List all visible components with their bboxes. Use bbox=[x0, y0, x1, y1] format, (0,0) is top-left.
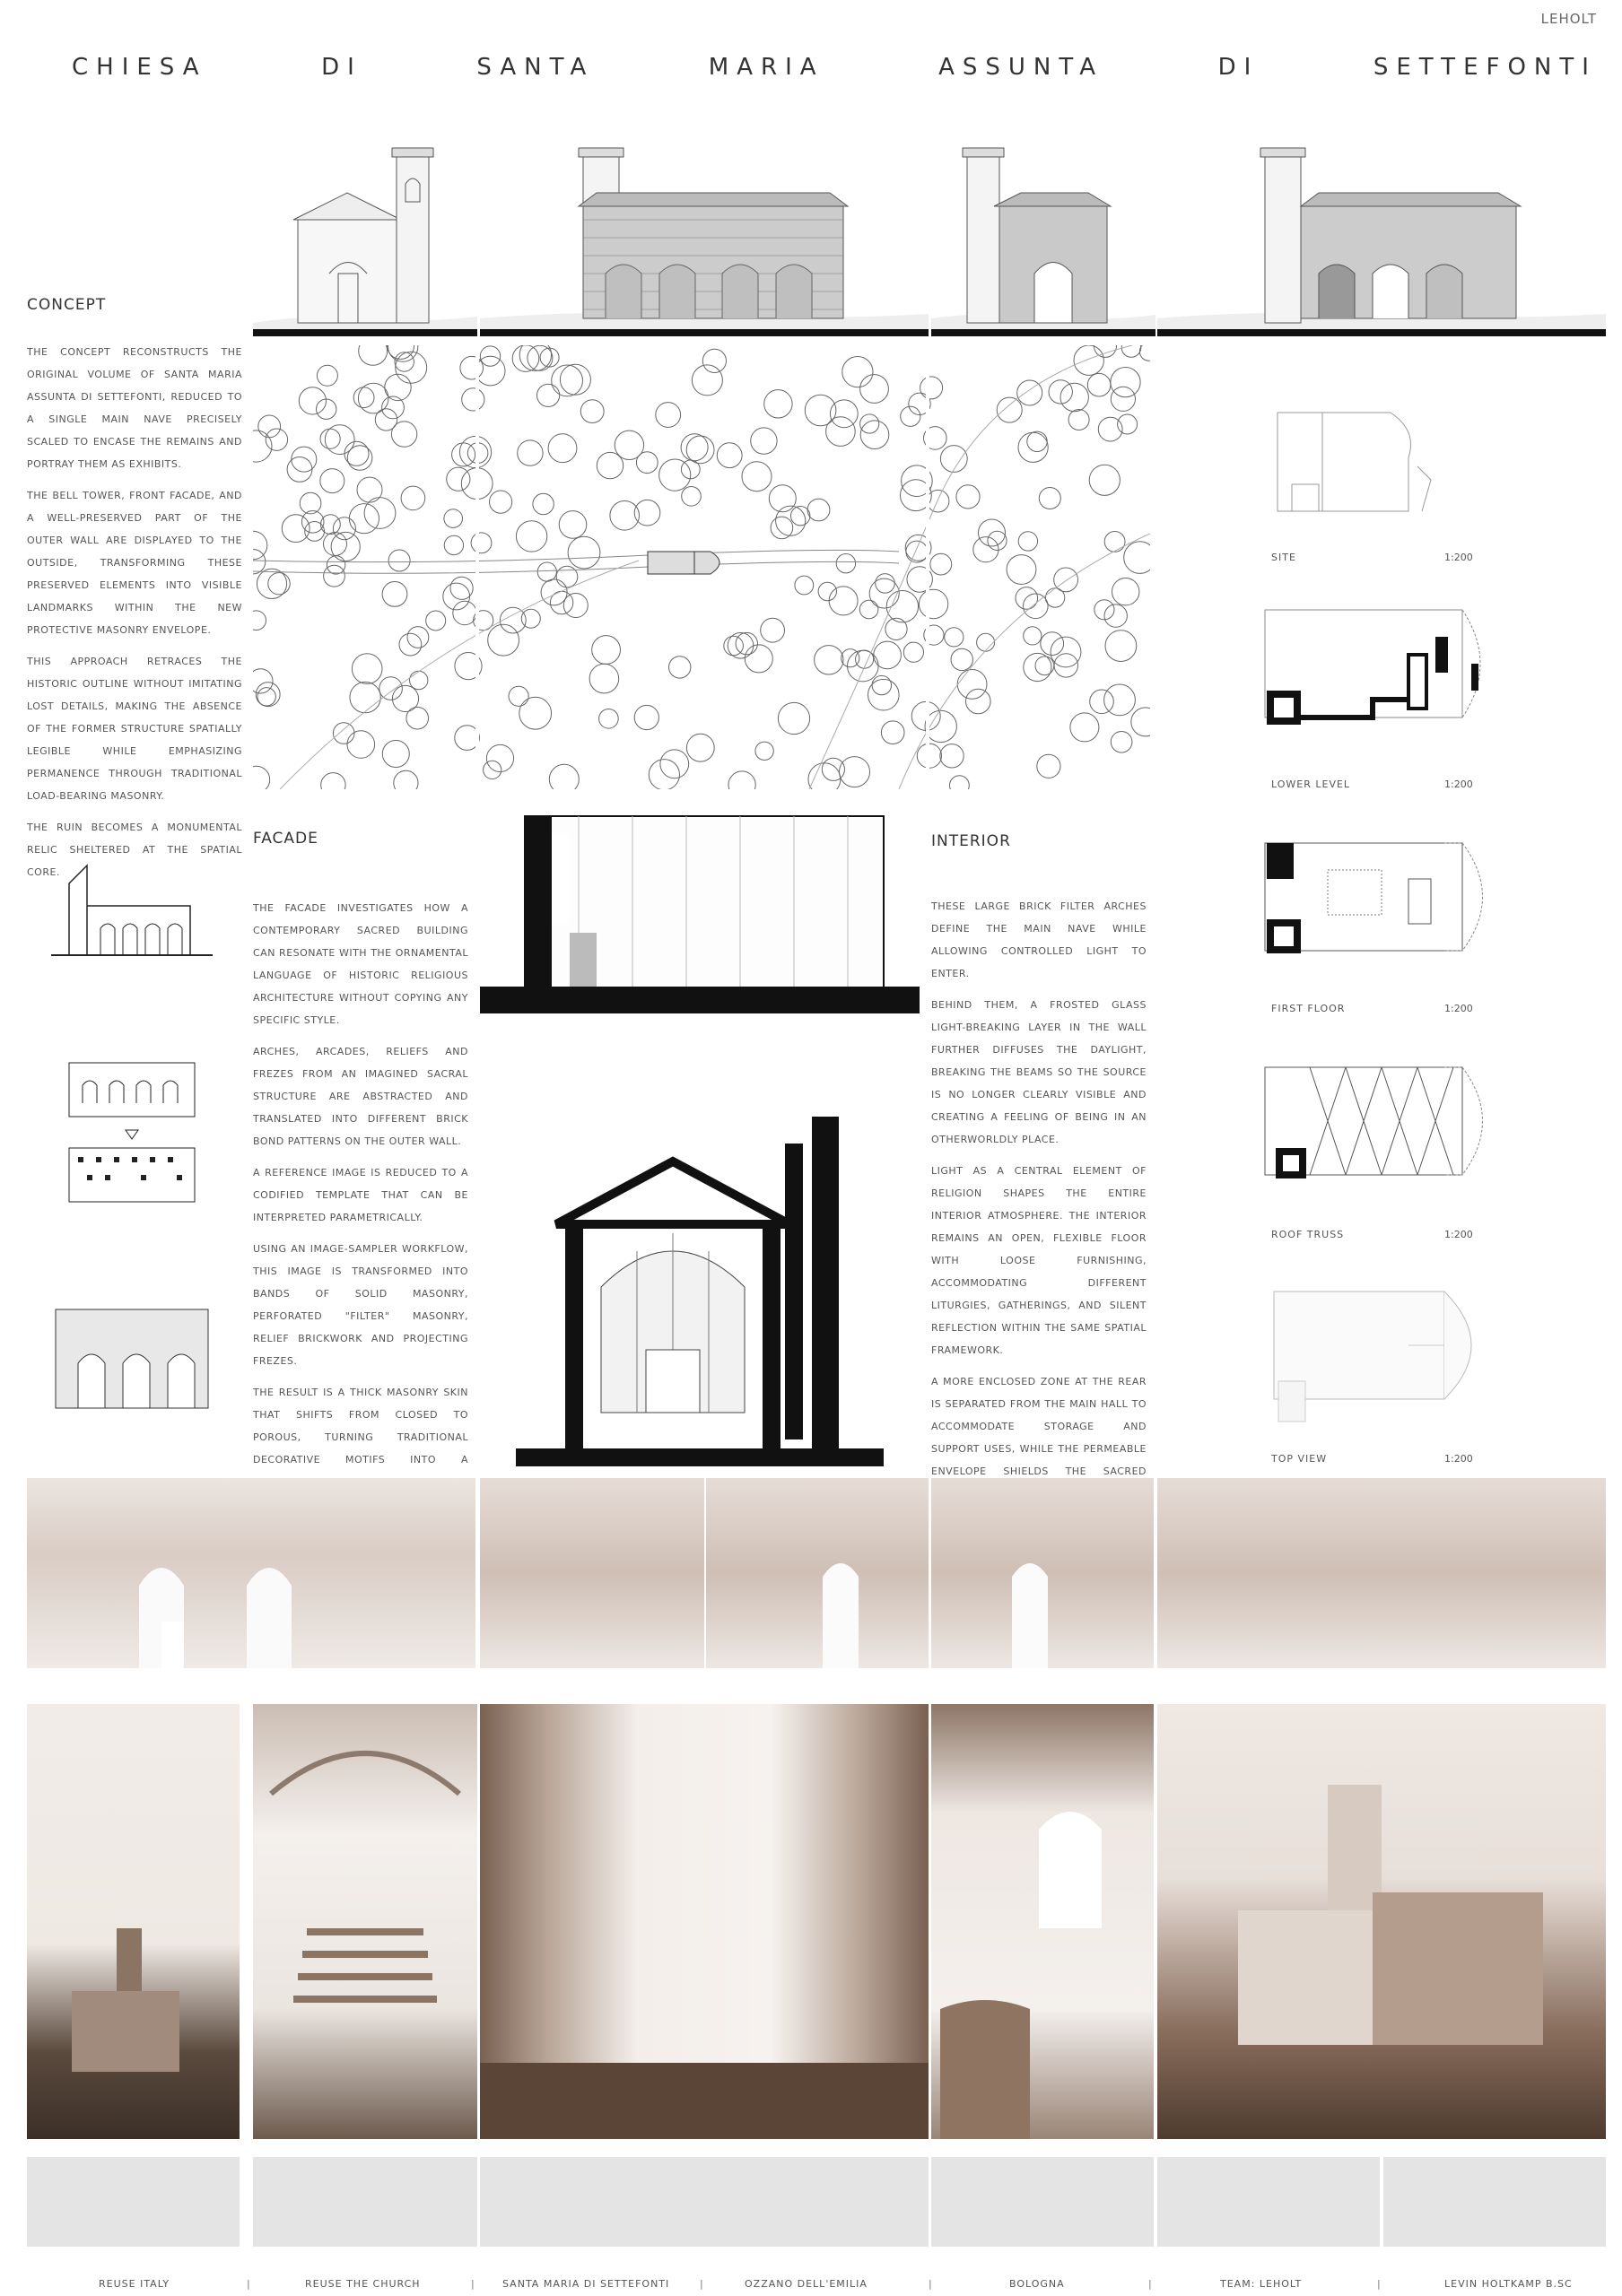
title-word: MARIA bbox=[708, 54, 824, 81]
plan-top-view bbox=[1256, 1283, 1507, 1435]
plan-roof-truss bbox=[1256, 1058, 1507, 1193]
elevation-south-east bbox=[931, 139, 1155, 336]
render-nave-interior bbox=[253, 1704, 477, 2139]
sketch-arcade-texture bbox=[47, 1283, 217, 1426]
footer-separator: | bbox=[1148, 2278, 1153, 2290]
blank-panel bbox=[931, 2157, 1154, 2247]
plan-scale: 1:200 bbox=[1444, 1453, 1473, 1465]
title-word: SANTA bbox=[476, 54, 595, 81]
facade-paragraph: THE RESULT IS A THICK MASONRY SKIN THAT SHIFTS FROM CLOSED TO POROUS, TURNING TRADITIONAL DECORATIVE MOTIFS INTO A bbox=[253, 1387, 468, 1465]
facade-paragraph: USING AN IMAGE-SAMPLER WORKFLOW, THIS IMAGE IS TRANSFORMED INTO BANDS OF SOLID MASONRY, PERFORATED "FILTER" MASONRY, RELIEF BRICKWORK AND PROJECTING FREZES. bbox=[253, 1243, 468, 1367]
facade-paragraph: THE FACADE INVESTIGATES HOW A CONTEMPORARY SACRED BUILDING CAN RESONATE WITH THE ORNAMENTAL LANGUAGE OF HISTORIC RELIGIOUS ARCHITECTURE WITHOUT COPYING ANY SPECIFIC STYLE. bbox=[253, 902, 468, 1026]
plan-label: SITE bbox=[1271, 552, 1296, 563]
footer-item: REUSE THE CHURCH bbox=[305, 2278, 421, 2290]
facade-heading: FACADE bbox=[253, 830, 318, 848]
plan-label: ROOF TRUSS bbox=[1271, 1229, 1345, 1240]
footer-item: SANTA MARIA DI SETTEFONTI bbox=[502, 2278, 670, 2290]
plan-scale: 1:200 bbox=[1444, 1003, 1473, 1014]
render-apse-window bbox=[931, 1704, 1154, 2139]
title-word: DI bbox=[321, 54, 362, 81]
photo-ruin-exterior bbox=[27, 1704, 240, 2139]
plan-site bbox=[1265, 395, 1480, 547]
render-facade-strip-5 bbox=[1157, 1478, 1606, 1668]
title-word: CHIESA bbox=[72, 54, 207, 81]
blank-panel bbox=[480, 2157, 929, 2247]
interior-paragraph: LIGHT AS A CENTRAL ELEMENT OF RELIGION SHAPES THE ENTIRE INTERIOR ATMOSPHERE. THE INTERIOR REMAINS AN OPEN, FLEXIBLE FLOOR WITH LOOSE FURNISHING, ACCOMMODATING DIFFERENT LITURGIES, GATHERINGS, AND SILENT REFLECTION WITHIN THE SAME SPATIAL FRAMEWORK. bbox=[931, 1165, 1147, 1356]
plan-scale: 1:200 bbox=[1444, 778, 1473, 790]
facade-paragraph: ARCHES, ARCADES, RELIEFS AND FREZES FROM AN IMAGINED SACRAL STRUCTURE ARE ABSTRACTED AND TRANSLATED INTO DIFFERENT BRICK BOND PATTERNS ON THE OUTER WALL. bbox=[253, 1046, 468, 1147]
site-plan-drawing bbox=[253, 345, 1150, 789]
blank-panel bbox=[253, 2157, 477, 2247]
footer-separator: | bbox=[471, 2278, 475, 2290]
brand-label: LEHOLT bbox=[1540, 11, 1597, 27]
interior-paragraph: THESE LARGE BRICK FILTER ARCHES DEFINE THE MAIN NAVE WHILE ALLOWING CONTROLLED LIGHT TO ENTER. bbox=[931, 900, 1147, 979]
concept-paragraph: THE BELL TOWER, FRONT FACADE, AND A WELL-PRESERVED PART OF THE OUTER WALL ARE DISPLAYED TO THE OUTSIDE, TRANSFORMING THESE PRESERVED ELEMENTS INTO VISIBLE LANDMARKS WITHIN THE NEW PROTECTIVE MASONRY ENVELOPE. bbox=[27, 490, 242, 636]
render-facade-strip-4 bbox=[931, 1478, 1154, 1668]
interior-paragraph: A MORE ENCLOSED ZONE AT THE REAR IS SEPARATED FROM THE MAIN HALL TO ACCOMMODATE STORAGE AND SUPPORT USES, WHILE THE PERMEABLE ENVELOPE SHIELDS THE SACRED bbox=[931, 1376, 1147, 1477]
title-word: DI bbox=[1217, 54, 1260, 81]
section-cross bbox=[480, 1108, 920, 1466]
footer-item: BOLOGNA bbox=[1009, 2278, 1065, 2290]
render-facade-strip-3 bbox=[706, 1478, 929, 1668]
plan-scale: 1:200 bbox=[1444, 1229, 1473, 1240]
footer-separator: | bbox=[247, 2278, 251, 2290]
elevation-north-east bbox=[480, 139, 929, 336]
blank-panel bbox=[27, 2157, 240, 2247]
elevation-north-west bbox=[253, 139, 477, 336]
render-church-exterior bbox=[1157, 1704, 1606, 2139]
section-longitudinal bbox=[480, 807, 920, 1013]
plan-scale: 1:200 bbox=[1444, 552, 1473, 563]
concept-paragraph: THE RUIN BECOMES A MONUMENTAL RELIC SHELTERED AT THE SPATIAL CORE. bbox=[27, 822, 242, 878]
plan-label: FIRST FLOOR bbox=[1271, 1003, 1346, 1014]
footer-separator: | bbox=[929, 2278, 933, 2290]
elevation-south-west bbox=[1157, 139, 1606, 336]
facade-paragraph: A REFERENCE IMAGE IS REDUCED TO A CODIFIED TEMPLATE THAT CAN BE INTERPRETED PARAMETRICALLY. bbox=[253, 1167, 468, 1223]
sketch-church-outline bbox=[47, 830, 217, 964]
page-title bbox=[72, 54, 1597, 81]
render-filter-arch-interior bbox=[480, 1704, 929, 2139]
concept-paragraph: THIS APPROACH RETRACES THE HISTORIC OUTLINE WITHOUT IMITATING LOST DETAILS, MAKING THE ABSENCE OF THE FORMER STRUCTURE SPATIALLY LEGIBLE WHILE EMPHASIZING PERMANENCE THROUGH TRADITIONAL LOAD-BEARING MASONRY. bbox=[27, 656, 242, 802]
plan-lower-level bbox=[1256, 601, 1507, 735]
footer-separator: | bbox=[700, 2278, 704, 2290]
interior-paragraph: BEHIND THEM, A FROSTED GLASS LIGHT-BREAKING LAYER IN THE WALL FURTHER DIFFUSES THE DAYLIGHT, BREAKING THE BEAMS SO THE SOURCE IS NO LONGER CLEARLY VISIBLE AND CREATING A FEELING OF BEING IN AN OTHERWORLDLY PLACE. bbox=[931, 999, 1147, 1145]
render-facade-strip-1 bbox=[27, 1478, 475, 1668]
interior-heading: INTERIOR bbox=[931, 832, 1011, 850]
footer-separator: | bbox=[1377, 2278, 1382, 2290]
footer-item: TEAM: LEHOLT bbox=[1220, 2278, 1303, 2290]
sketch-facade-template bbox=[47, 1045, 217, 1215]
blank-panel bbox=[1383, 2157, 1606, 2247]
render-facade-strip-2 bbox=[480, 1478, 704, 1668]
footer-item: OZZANO DELL'EMILIA bbox=[745, 2278, 868, 2290]
plan-label: TOP VIEW bbox=[1271, 1453, 1328, 1465]
blank-panel bbox=[1157, 2157, 1380, 2247]
title-word: ASSUNTA bbox=[938, 54, 1104, 81]
title-word: SETTEFONTI bbox=[1373, 54, 1597, 81]
footer-item: REUSE ITALY bbox=[99, 2278, 170, 2290]
plan-first-floor bbox=[1256, 834, 1507, 969]
concept-paragraph: THE CONCEPT RECONSTRUCTS THE ORIGINAL VOLUME OF SANTA MARIA ASSUNTA DI SETTEFONTI, REDUCED TO A SINGLE MAIN NAVE PRECISELY SCALED TO ENCASE THE REMAINS AND PORTRAY THEM AS EXHIBITS. bbox=[27, 346, 242, 470]
footer-item: LEVIN HOLTKAMP B.SC bbox=[1444, 2278, 1573, 2290]
concept-heading: CONCEPT bbox=[27, 296, 107, 314]
plan-label: LOWER LEVEL bbox=[1271, 778, 1351, 790]
